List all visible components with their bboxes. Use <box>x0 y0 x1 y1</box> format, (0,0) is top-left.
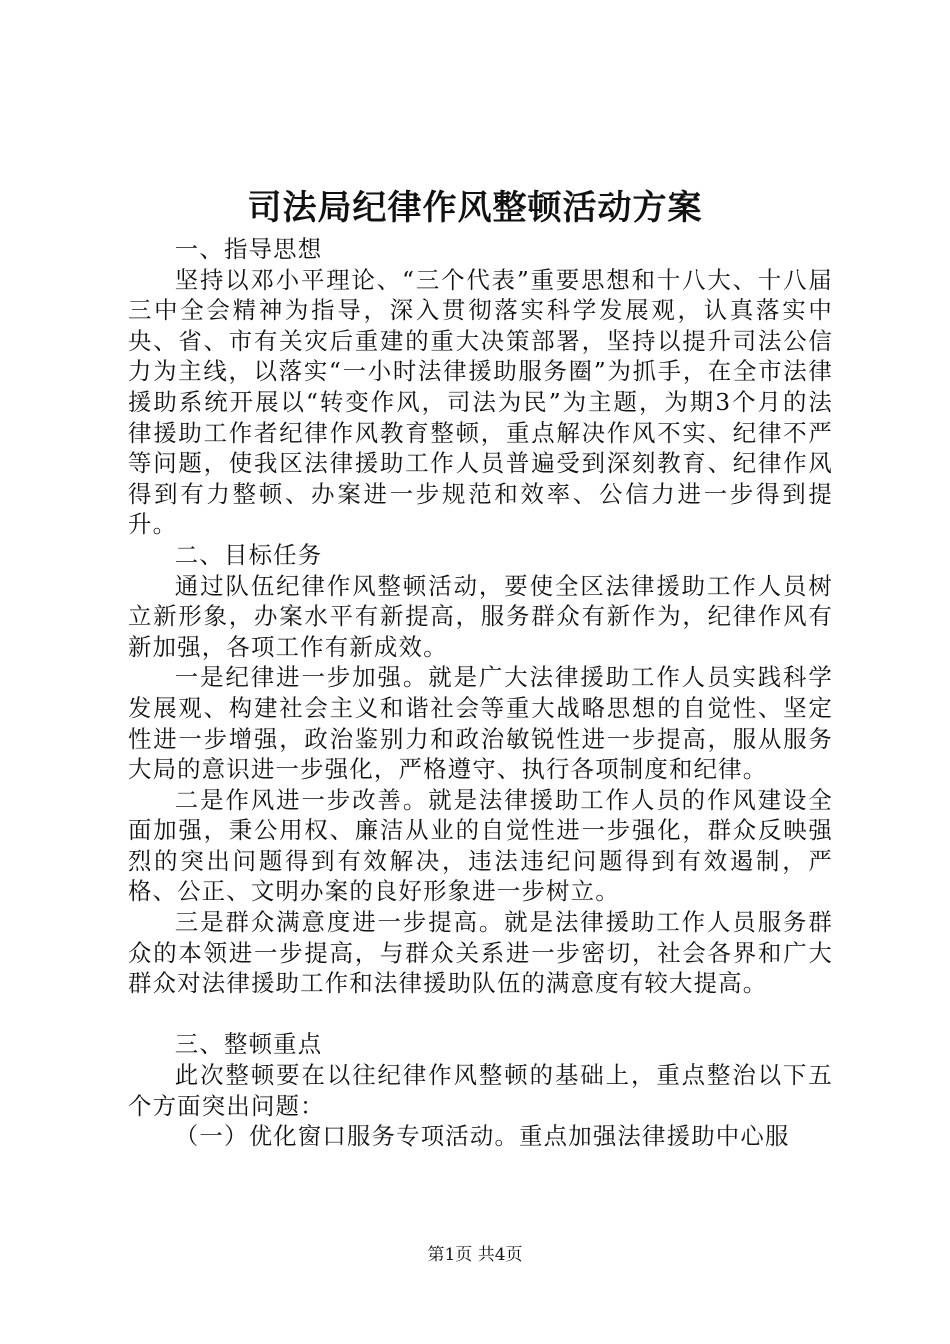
paragraph-goal-style: 二是作风进一步改善。就是法律援助工作人员的作风建设全面加强，秉公用权、廉洁从业的自觉性进一步强化，群众反映强烈的突出问题得到有效解决，违法违纪问题得到有效遏制，严格、公正、文明办案的良好形象进一步树立。 <box>128 785 833 906</box>
page-footer: 第1页 共4页 <box>427 1245 523 1265</box>
paragraph-key-points-intro: 此次整顿要在以往纪律作风整顿的基础上，重点整治以下五个方面突出问题： <box>128 1061 833 1120</box>
section-heading-guiding-ideology: 一、指导思想 <box>174 235 323 263</box>
paragraph-goal-discipline: 一是纪律进一步加强。就是广大法律援助工作人员实践科学发展观、构建社会主义和谐社会等重大战略思想的自觉性、坚定性进一步增强，政治鉴别力和政治敏锐性进一步提高，服从服务大局的意识进一步强化，严格遵守、执行各项制度和纪律。 <box>128 663 833 784</box>
paragraph-key-point-1: （一）优化窗口服务专项活动。重点加强法律援助中心服 <box>174 1122 790 1151</box>
paragraph-guiding-ideology: 坚持以邓小平理论、“三个代表”重要思想和十八大、十八届三中全会精神为指导，深入贯彻落实科学发展观，认真落实中央、省、市有关灾后重建的重大决策部署，坚持以提升司法公信力为主线，以落实“一小时法律援助服务圈”为抓手，在全市法律援助系统开展以“转变作风，司法为民”为主题，为期3个月的法律援助工作者纪律作风教育整顿，重点解决作风不实、纪律不严等问题，使我区法律援助工作人员普遍受到深刻教育、纪律作风得到有力整顿、办案进一步规范和效率、公信力进一步得到提升。 <box>128 265 833 539</box>
section-heading-goals: 二、目标任务 <box>174 540 323 569</box>
paragraph-goal-satisfaction: 三是群众满意度进一步提高。就是法律援助工作人员服务群众的本领进一步提高，与群众关系进一步密切，社会各界和广大群众对法律援助工作和法律援助队伍的满意度有较大提高。 <box>128 908 833 998</box>
blank-line <box>128 999 833 1030</box>
paragraph-goals-intro: 通过队伍纪律作风整顿活动，要使全区法律援助工作人员树立新形象，办案水平有新提高，服务群众有新作为，纪律作风有新加强，各项工作有新成效。 <box>128 571 833 661</box>
section-heading-key-points: 三、整顿重点 <box>174 1030 323 1059</box>
document-body <box>128 234 833 1152</box>
document-title: 司法局纪律作风整顿活动方案 <box>247 188 703 228</box>
